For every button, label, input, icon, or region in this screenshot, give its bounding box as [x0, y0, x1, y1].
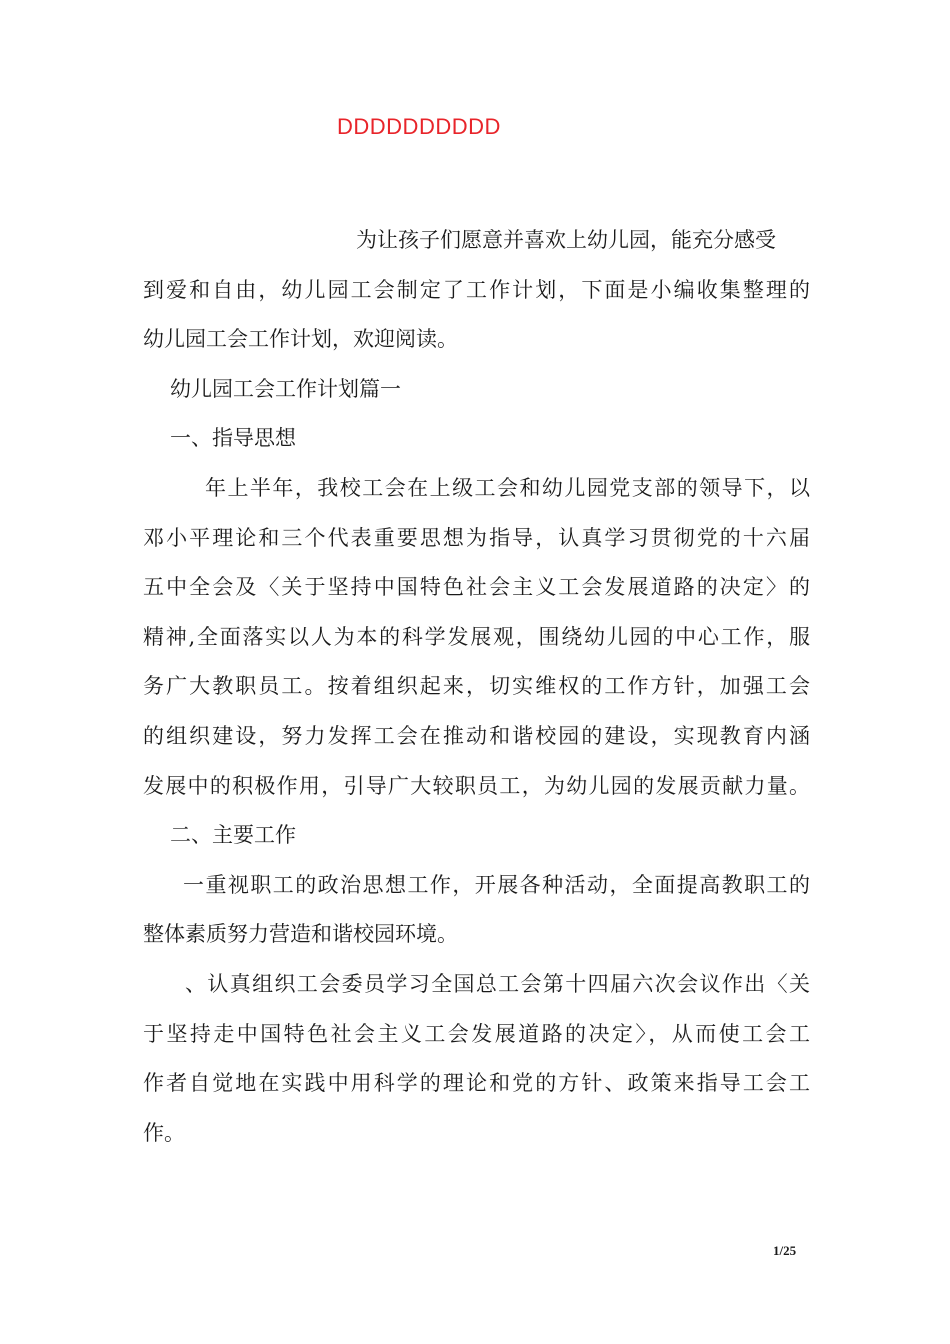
- paragraph-line: 发展中的积极作用，引导广大较职员工，为幼儿园的发展贡献力量。: [143, 773, 810, 798]
- section-heading: 二、主要工作: [170, 823, 296, 848]
- paragraph-line: 年上半年，我校工会在上级工会和幼儿园党支部的领导下，以: [205, 475, 810, 500]
- paragraph-line: 务广大教职员工。按着组织起来，切实维权的工作方针，加强工会: [143, 674, 810, 699]
- section-heading: 一、指导思想: [170, 426, 296, 451]
- paragraph-line: 五中全会及〈关于坚持中国特色社会主义工会发展道路的决定〉的: [143, 575, 810, 600]
- paragraph-line: 整体素质努力营造和谐校园环境。: [143, 922, 458, 947]
- paragraph-line: 为让孩子们愿意并喜欢上幼儿园，能充分感受: [356, 228, 776, 252]
- paragraph-line: 幼儿园工会工作计划，欢迎阅读。: [143, 327, 458, 352]
- paragraph-line: 、认真组织工会委员学习全国总工会第十四届六次会议作出〈关: [185, 971, 810, 996]
- paragraph-line: 到爱和自由，幼儿园工会制定了工作计划，下面是小编收集整理的: [143, 277, 810, 302]
- body-text: [143, 216, 810, 1158]
- paragraph-line: 邓小平理论和三个代表重要思想为指导，认真学习贯彻党的十六届: [143, 525, 810, 550]
- paragraph-line: 一重视职工的政治思想工作，开展各种活动，全面提高教职工的: [183, 872, 810, 897]
- paragraph-line: 于坚持走中国特色社会主义工会发展道路的决定〉，从而使工会工: [143, 1021, 810, 1046]
- section-title: 幼儿园工会工作计划篇一: [170, 376, 401, 401]
- header-title: DDDDDDDDDD: [337, 114, 501, 139]
- paragraph-line: 精神,全面落实以人为本的科学发展观，围绕幼儿园的中心工作，服: [143, 624, 810, 649]
- paragraph-line: 的组织建设，努力发挥工会在推动和谐校园的建设，实现教育内涵: [143, 723, 810, 748]
- paragraph-line: 作者自觉地在实践中用科学的理论和党的方针、政策来指导工会工: [143, 1071, 810, 1096]
- page-number: 1/25: [773, 1243, 797, 1258]
- paragraph-line: 作。: [143, 1120, 185, 1145]
